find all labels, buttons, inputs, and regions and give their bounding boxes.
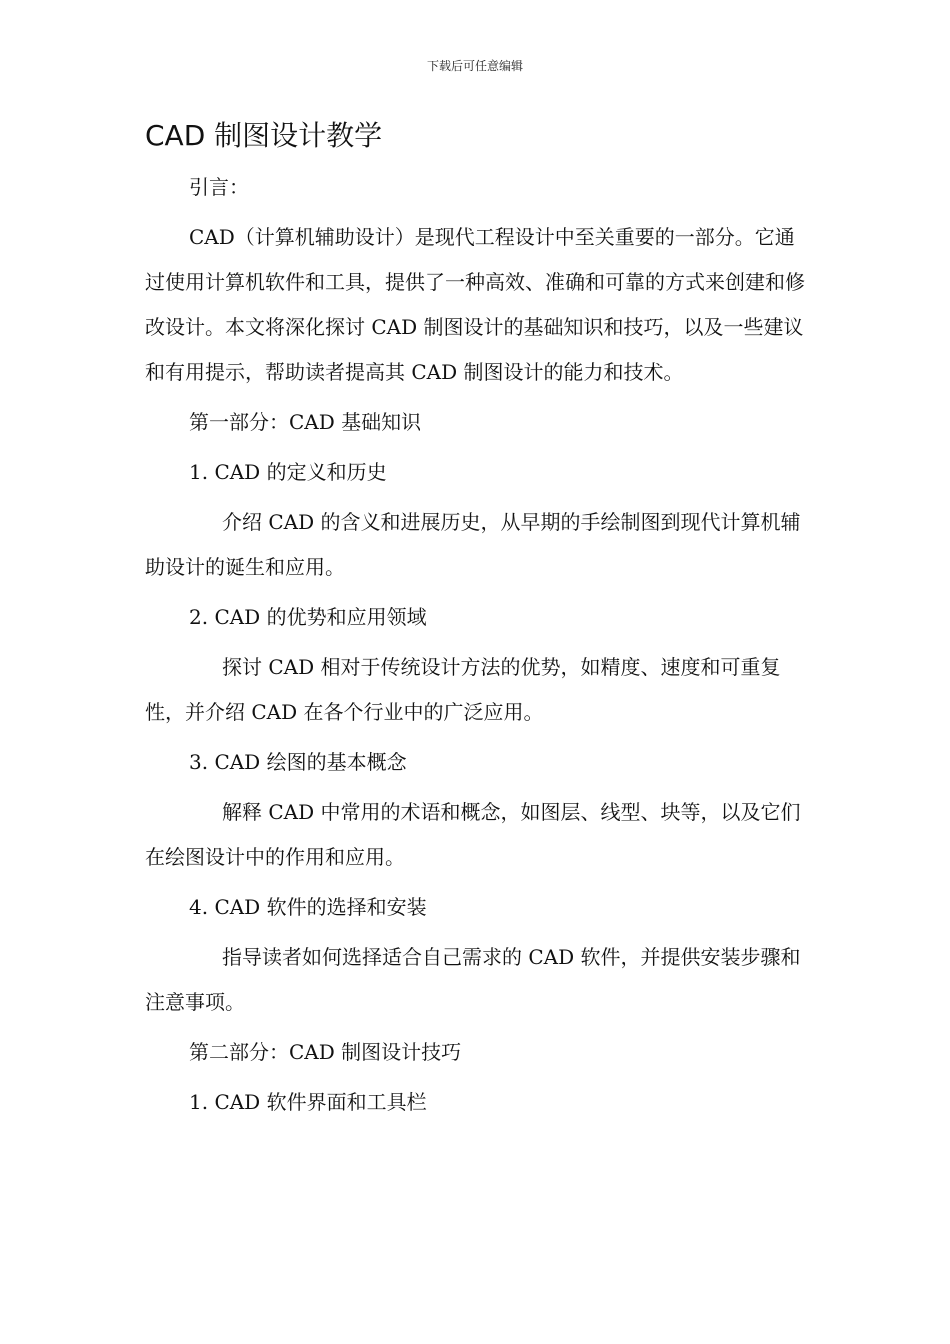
part1-item-4-desc: 指导读者如何选择适合自己需求的 CAD 软件，并提供安装步骤和注意事项。 [145, 945, 801, 1014]
document-title: CAD 制图设计教学 [145, 119, 383, 152]
part1-item-3-desc: 解释 CAD 中常用的术语和概念，如图层、线型、块等，以及它们在绘图设计中的作用和应用。 [145, 800, 801, 869]
part1-item-3-title: 3. CAD 绘图的基本概念 [189, 750, 407, 774]
header-note: 下载后可任意编辑 [426, 59, 523, 73]
part1-item-1-desc: 介绍 CAD 的含义和进展历史，从早期的手绘制图到现代计算机辅助设计的诞生和应用。 [145, 510, 801, 579]
part1-item-2-title: 2. CAD 的优势和应用领域 [189, 605, 427, 629]
document-body [145, 165, 805, 1130]
part2-item-1-title: 1. CAD 软件界面和工具栏 [189, 1090, 427, 1114]
part1-item-2-desc: 探讨 CAD 相对于传统设计方法的优势，如精度、速度和可重复性，并介绍 CAD 在各个行业中的广泛应用。 [145, 655, 781, 724]
part1-item-4-title: 4. CAD 软件的选择和安装 [189, 895, 427, 919]
intro-label: 引言： [189, 175, 249, 199]
part1-item-1-title: 1. CAD 的定义和历史 [189, 460, 387, 484]
intro-paragraph: CAD（计算机辅助设计）是现代工程设计中至关重要的一部分。它通过使用计算机软件和工具，提供了一种高效、准确和可靠的方式来创建和修改设计。本文将深化探讨 CAD 制图设计的基础知识和技巧，以及一些建议和有用提示，帮助读者提高其 CAD 制图设计的能力和技术。 [145, 225, 805, 384]
part2-heading: 第二部分：CAD 制图设计技巧 [189, 1040, 462, 1064]
part1-heading: 第一部分：CAD 基础知识 [189, 410, 422, 434]
